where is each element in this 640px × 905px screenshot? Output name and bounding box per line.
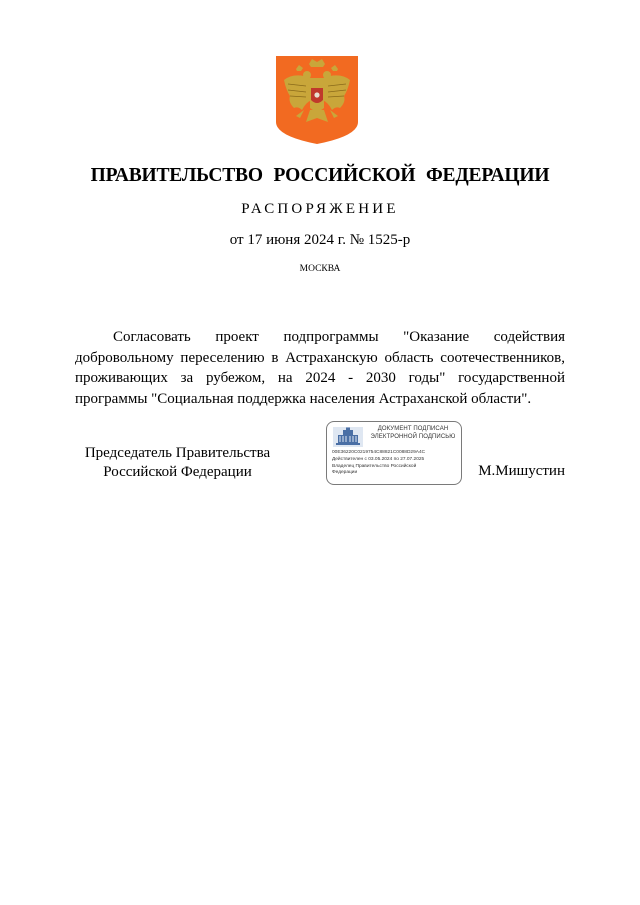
document-type: РАСПОРЯЖЕНИЕ (241, 201, 399, 217)
electronic-signature-stamp (326, 421, 462, 485)
government-title: ПРАВИТЕЛЬСТВО РОССИЙСКОЙ ФЕДЕРАЦИИ (90, 165, 550, 186)
stamp-heading-line1: ДОКУМЕНТ ПОДПИСАН (377, 426, 449, 432)
government-building-icon (333, 427, 363, 447)
stamp-owner-line1: Владелец Правительство Российской (332, 464, 417, 469)
document-city: МОСКВА (299, 264, 341, 274)
coat-of-arms-icon (276, 56, 358, 144)
document-date-number: от 17 июня 2024 г. № 1525-р (229, 232, 411, 248)
stamp-validity: Действителен с 03.05.2024 по 27.07.2025 (332, 457, 425, 462)
stamp-heading-line2: ЭЛЕКТРОННОЙ ПОДПИСЬЮ (370, 433, 456, 440)
order-paragraph: Согласовать проект подпрограммы "Оказание содействия добровольному переселению в Астраханскую область соотечественников, проживающих за рубежом, на 2024 - 2030 годы" государственной программы "Социальная поддержка населения Астраханской области". (75, 329, 565, 407)
stamp-serial: 00E36220C0219754C88821C0088D29A4C (332, 450, 426, 455)
signer-title-line1: Председатель Правительства (84, 445, 271, 461)
signer-title-line2: Российской Федерации (103, 464, 252, 480)
signer-title (75, 444, 280, 482)
signer-name: М.Мишустин (478, 463, 565, 479)
stamp-heading (367, 426, 459, 441)
stamp-owner-line2: Федерации (332, 470, 358, 475)
